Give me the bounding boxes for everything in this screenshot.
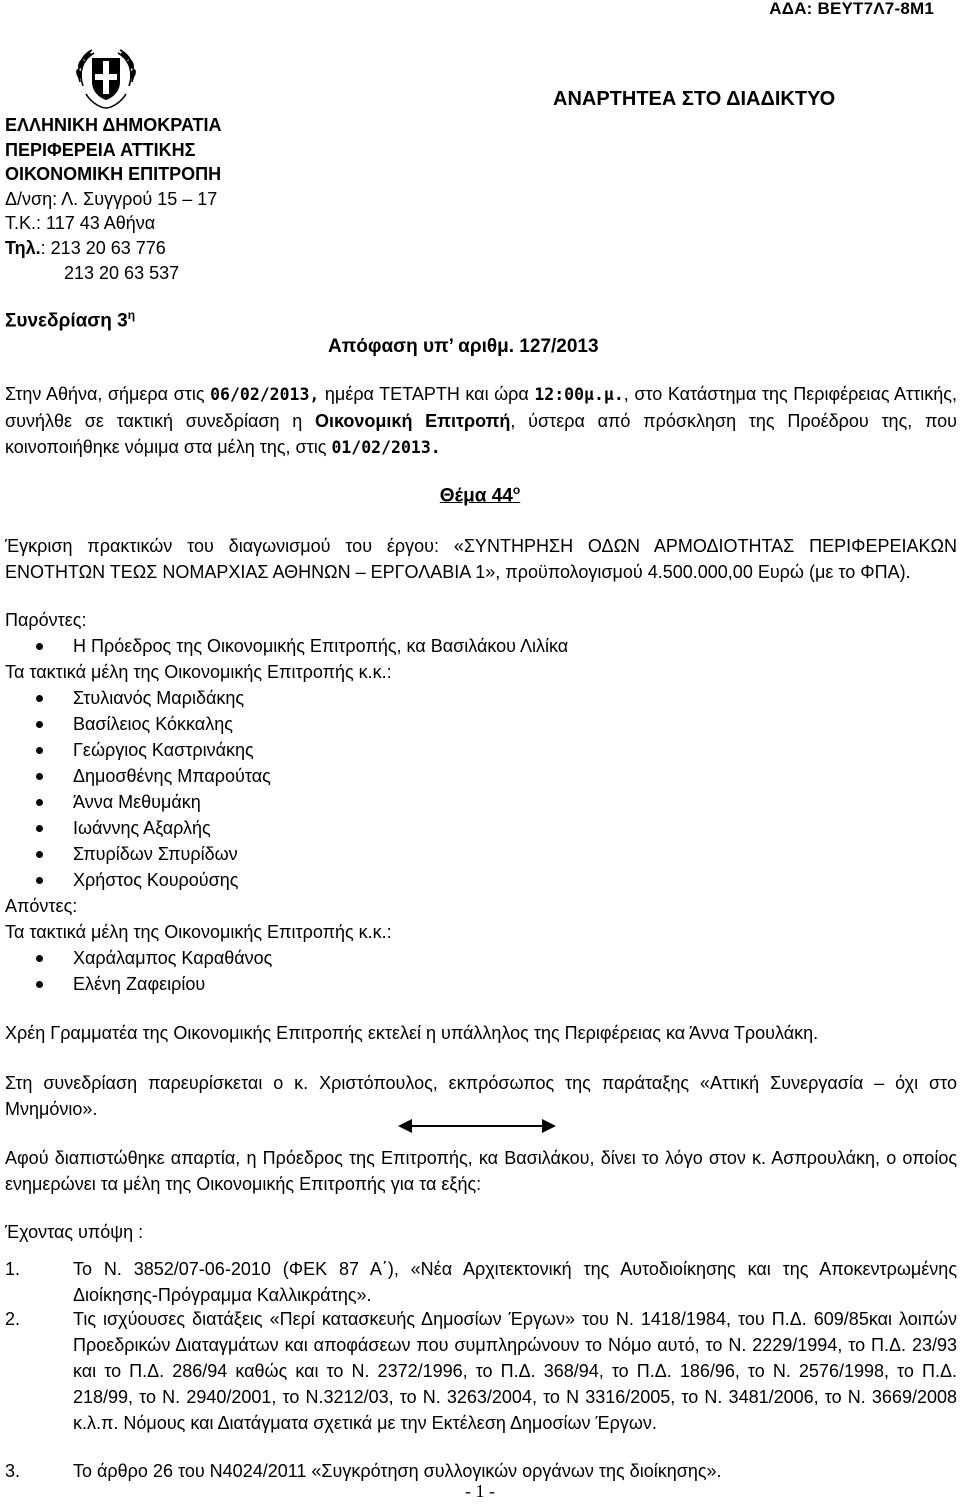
bullet-icon	[36, 721, 43, 728]
page-number: - 1 -	[465, 1481, 495, 1501]
region-name: ΠΕΡΙΦΕΡΕΙΑ ΑΤΤΙΚΗΣ	[5, 139, 196, 160]
quorum-paragraph: Αφού διαπιστώθηκε απαρτία, η Πρόεδρος της Επιτροπής, κα Βασιλάκου, δίνει το λόγο στον κ. Ασπρουλάκη, ο οποίος ενημερώνει τα μέλη της Οικονομικής Επιτροπής για τα εξής:	[5, 1148, 957, 1194]
absent-label: Απόντες:	[5, 896, 78, 916]
phone-line-2: 213 20 63 537	[64, 262, 180, 283]
list-item: Ελένη Ζαφειρίου	[0, 971, 960, 997]
intro-paragraph: Στην Αθήνα, σήμερα στις 06/02/2013, ημέρα ΤΕΤΑΡΤΗ και ώρα 12:00μ.μ., στο Κατάστημα της Περιφέρειας Αττικής, συνήλθε σε τακτική συνεδρίαση η Οικονομική Επιτροπή, ύστερα από πρόσκληση της Προέδρου της, που κοινοποιήθηκε νόμιμα στα μέλη της, στις 01/02/2013.	[5, 384, 957, 457]
theme-title: Θέμα $44^o$	[439, 483, 521, 507]
greek-coat-of-arms-icon	[70, 42, 142, 114]
attendee-paragraph: Στη συνεδρίαση παρευρίσκεται ο κ. Χριστόπουλος, εκπρόσωπος της παράταξης «Αττική Συνεργασία – όχι στο Μνημόνιο».	[5, 1073, 957, 1119]
list-item: Άννα Μεθυμάκη	[0, 789, 960, 815]
list-item: Ιωάννης Αξαρλής	[0, 815, 960, 841]
secretary-paragraph: Χρέη Γραμματέα της Οικονομικής Επιτροπής εκτελεί η υπάλληλος της Περιφέρειας κα Άννα Τρουλάκη.	[5, 1023, 819, 1043]
bullet-icon	[36, 773, 43, 780]
posted-online-notice: ΑΝΑΡΤΗΤΕΑ ΣΤΟ ΔΙΑΔΙΚΤΥΟ	[553, 88, 836, 110]
present-members-list	[0, 685, 960, 895]
bullet-icon	[36, 799, 43, 806]
list-item: Γεώργιος Καστρινάκης	[0, 737, 960, 763]
decision-title: Απόφαση υπ’ αριθμ. 127/2013	[328, 336, 599, 357]
address: Δ/νση: Λ. Συγγρού 15 – 17	[5, 188, 218, 209]
bullet-icon	[36, 877, 43, 884]
bullet-icon	[36, 695, 43, 702]
phone-line: Τηλ.: 213 20 63 776	[5, 237, 166, 258]
bullet-icon	[36, 825, 43, 832]
present-members-label: Τα τακτικά μέλη της Οικονομικής Επιτροπής κ.κ.:	[5, 662, 392, 682]
list-item: 1. Το Ν. 3852/07-06-2010 (ΦΕΚ 87 Α΄), «Νέα Αρχιτεκτονική της Αυτοδιοίκησης και της Αποκεντρωμένης Διοίκησης-Πρόγραμμα Καλλικράτης».	[5, 1259, 957, 1305]
considering-label: Έχοντας υπόψη :	[5, 1222, 144, 1242]
committee-name: ΟΙΚΟΝΟΜΙΚΗ ΕΠΙΤΡΟΠΗ	[5, 164, 222, 185]
list-item: Χαράλαμπος Καραθάνος	[0, 945, 960, 971]
absent-members-label: Τα τακτικά μέλη της Οικονομικής Επιτροπής κ.κ.:	[5, 922, 392, 942]
session-number: Συνεδρίαση $3^\eta$	[5, 308, 136, 332]
present-label: Παρόντες:	[5, 610, 87, 630]
republic-name: ΕΛΛΗΝΙΚΗ ΔΗΜΟΚΡΑΤΙΑ	[5, 115, 222, 135]
list-item: Η Πρόεδρος της Οικονομικής Επιτροπής, κα Βασιλάκου Λιλίκα	[0, 633, 960, 659]
bullet-icon	[36, 747, 43, 754]
list-item: Σπυρίδων Σπυρίδων	[0, 841, 960, 867]
sender-block	[5, 113, 221, 285]
bullet-icon	[36, 981, 43, 988]
bullet-icon	[36, 851, 43, 858]
list-item: Βασίλειος Κόκκαλης	[0, 711, 960, 737]
list-item: 2. Τις ισχύουσες διατάξεις «Περί κατασκευής Δημοσίων Έργων» του Ν. 1418/1984, του Π.Δ. 609/85και λοιπών Προεδρικών Διαταγμάτων και αποφάσεων που συμπληρώνουν το Νόμο αυτό, το Ν. 2229/1994, το Π.Δ. 23/93 και το Π.Δ. 286/94 καθώς και το Ν. 2372/1996, το Π.Δ. 368/94, το Π.Δ. 186/96, το Ν. 2576/1998, το Π.Δ. 218/99, το Ν. 2940/2001, το Ν.3212/03, το Ν. 3263/2004, το Ν 3316/2005, το Ν. 3481/2006, το Ν. 3669/2008 κ.λ.π. Νόμους και Διατάγματα σχετικά με την Εκτέλεση Δημοσίων Έργων.	[5, 1309, 957, 1433]
bullet-icon	[36, 643, 43, 650]
bullet-icon	[36, 955, 43, 962]
postcode: Τ.Κ.: 117 43 Αθήνα	[5, 213, 156, 234]
subject-paragraph: Έγκριση πρακτικών του διαγωνισμού του έργου: «ΣΥΝΤΗΡΗΣΗ ΟΔΩΝ ΑΡΜΟΔΙΟΤΗΤΑΣ ΠΕΡΙΦΕΡΕΙΑΚΩΝ ΕΝΟΤΗΤΩΝ ΤΕΩΣ ΝΟΜΑΡΧΙΑΣ ΑΘΗΝΩΝ – ΕΡΓΟΛΑΒΙΑ 1», προϋπολογισμού 4.500.000,00 Ευρώ (με το ΦΠΑ).	[5, 536, 957, 582]
list-item: Χρήστος Κουρούσης	[0, 867, 960, 893]
list-item: Δημοσθένης Μπαρούτας	[0, 763, 960, 789]
double-arrow-icon	[398, 1118, 556, 1134]
list-item: Στυλιανός Μαριδάκης	[0, 685, 960, 711]
list-item: 3. Το άρθρο 26 του Ν4024/2011 «Συγκρότηση συλλογικών οργάνων της διοίκησης».	[5, 1461, 722, 1481]
ada-code: ΑΔΑ: ΒΕΥΤ7Λ7-8Μ1	[769, 0, 934, 18]
